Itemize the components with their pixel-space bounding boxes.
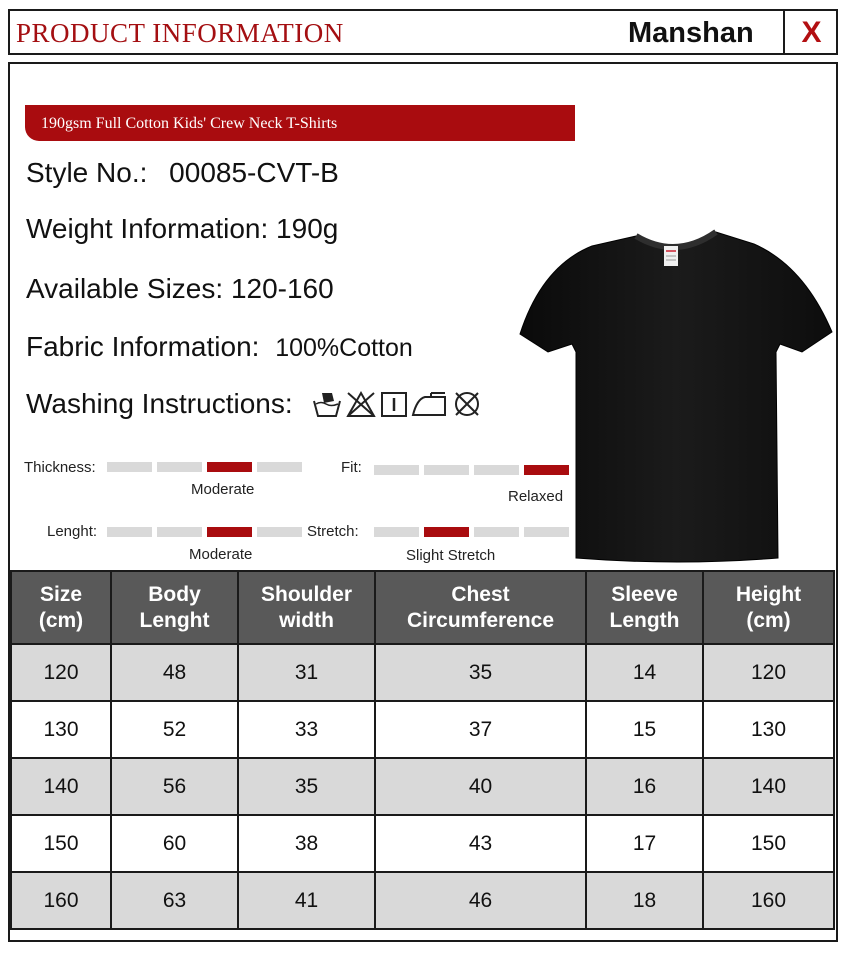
fabric-line	[26, 331, 413, 363]
cell-shoulder-width: 41	[238, 872, 375, 929]
hand-wash-icon	[312, 389, 342, 419]
cell-size: 120	[11, 644, 111, 701]
meter-segment	[424, 465, 469, 475]
cell-shoulder-width: 35	[238, 758, 375, 815]
cell-chest: 35	[375, 644, 586, 701]
cell-body-length: 52	[111, 701, 238, 758]
col-header-chest-circumference: Chest Circumference	[375, 571, 586, 644]
do-not-dry-clean-icon	[452, 389, 482, 419]
cell-body-length: 60	[111, 815, 238, 872]
brand-name: Manshan	[628, 17, 754, 49]
stretch-value: Slight Stretch	[406, 547, 496, 564]
sizes-label: Available Sizes:	[26, 273, 224, 304]
washing-label: Washing Instructions:	[26, 388, 293, 419]
cell-body-length: 56	[111, 758, 238, 815]
weight-label: Weight Information:	[26, 213, 269, 244]
cell-sleeve-length: 14	[586, 644, 703, 701]
cell-size: 140	[11, 758, 111, 815]
sizes-value: 120-160	[230, 273, 334, 304]
page-title: PRODUCT INFORMATION	[16, 18, 344, 48]
col-header-body-length: Body Lenght	[111, 571, 238, 644]
fabric-value: 100%Cotton	[275, 334, 413, 362]
weight-line	[26, 213, 338, 245]
meter-segment	[207, 462, 252, 472]
cell-height: 140	[703, 758, 834, 815]
cell-chest: 43	[375, 815, 586, 872]
meter-segment	[107, 527, 152, 537]
fit-value: Relaxed	[508, 488, 564, 505]
size-table	[10, 570, 835, 930]
cell-sleeve-length: 15	[586, 701, 703, 758]
meter-segment	[424, 527, 469, 537]
fabric-label: Fabric Information:	[26, 331, 260, 362]
style-number-label: Style No.:	[26, 157, 148, 188]
cell-shoulder-width: 33	[238, 701, 375, 758]
table-row	[11, 872, 834, 929]
fit-label: Fit:	[341, 459, 362, 476]
style-number-line	[26, 157, 339, 189]
close-button[interactable]: X	[783, 11, 838, 53]
tumble-dry-icon	[380, 389, 408, 419]
cell-shoulder-width: 38	[238, 815, 375, 872]
cell-height: 160	[703, 872, 834, 929]
table-row	[11, 758, 834, 815]
thickness-meter	[107, 462, 302, 472]
meter-segment	[207, 527, 252, 537]
cell-body-length: 48	[111, 644, 238, 701]
thickness-value: Moderate	[191, 481, 255, 498]
col-header-sleeve-length: Sleeve Length	[586, 571, 703, 644]
cell-sleeve-length: 18	[586, 872, 703, 929]
table-row	[11, 815, 834, 872]
cell-size: 160	[11, 872, 111, 929]
do-not-bleach-icon	[345, 389, 377, 419]
col-header-height: Height (cm)	[703, 571, 834, 644]
length-meter	[107, 527, 302, 537]
header-bar	[8, 9, 838, 55]
meter-segment	[374, 465, 419, 475]
cell-sleeve-length: 17	[586, 815, 703, 872]
sizes-line	[26, 273, 334, 305]
cell-size: 150	[11, 815, 111, 872]
cell-chest: 46	[375, 872, 586, 929]
table-row	[11, 644, 834, 701]
cell-height: 150	[703, 815, 834, 872]
stretch-label: Stretch:	[307, 523, 359, 540]
meter-segment	[257, 462, 302, 472]
style-number-value: 00085-CVT-B	[169, 157, 339, 188]
cell-body-length: 63	[111, 872, 238, 929]
cell-height: 130	[703, 701, 834, 758]
cell-shoulder-width: 31	[238, 644, 375, 701]
table-row	[11, 701, 834, 758]
meter-segment	[374, 527, 419, 537]
cell-sleeve-length: 16	[586, 758, 703, 815]
product-name-ribbon: 190gsm Full Cotton Kids' Crew Neck T-Shirts	[25, 105, 575, 141]
meter-segment	[107, 462, 152, 472]
weight-value: 190g	[276, 213, 339, 244]
cell-chest: 37	[375, 701, 586, 758]
length-label: Lenght:	[47, 523, 98, 540]
length-value: Moderate	[189, 546, 253, 563]
table-header-row	[11, 571, 834, 644]
meter-segment	[157, 462, 202, 472]
meter-segment	[157, 527, 202, 537]
cell-height: 120	[703, 644, 834, 701]
col-header-size: Size (cm)	[11, 571, 111, 644]
washing-line	[26, 388, 293, 420]
meter-segment	[474, 465, 519, 475]
washing-icons	[312, 389, 482, 419]
tshirt-image	[518, 228, 834, 569]
col-header-shoulder-width: Shoulder width	[238, 571, 375, 644]
cell-chest: 40	[375, 758, 586, 815]
thickness-label: Thickness:	[24, 459, 96, 476]
meter-segment	[474, 527, 519, 537]
iron-icon	[411, 389, 449, 419]
cell-size: 130	[11, 701, 111, 758]
meter-segment	[257, 527, 302, 537]
